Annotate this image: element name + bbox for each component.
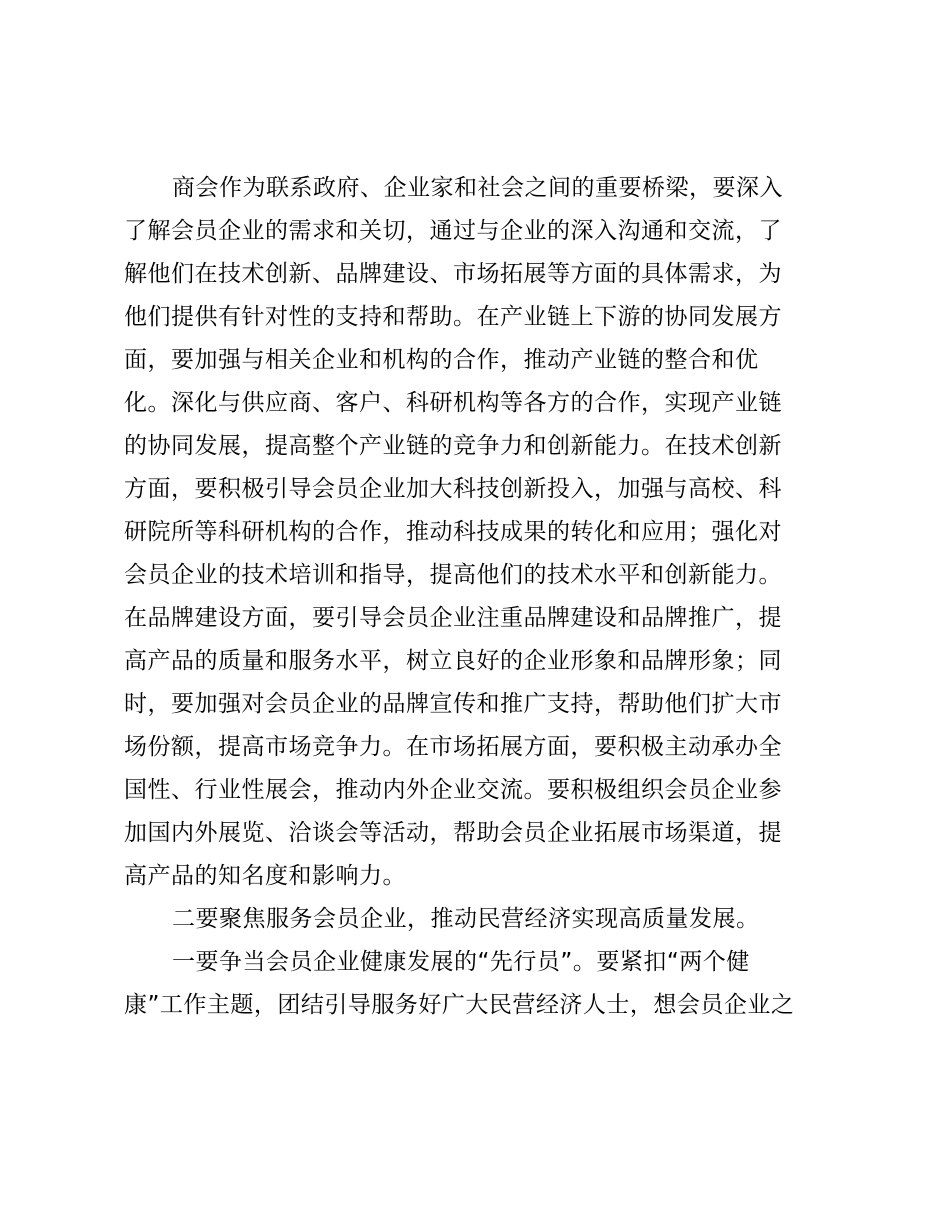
text-line: 方面，要积极引导会员企业加大科技创新投入，加强与高校、科 xyxy=(124,476,782,502)
text-line: 的协同发展，提高整个产业链的竞争力和创新能力。在技术创新 xyxy=(124,433,782,459)
text-line: 国性、行业性展会，推动内外企业交流。要积极组织会员企业参 xyxy=(124,777,782,803)
text-line: 会员企业的技术培训和指导，提高他们的技术水平和创新能力。 xyxy=(124,562,782,588)
text-line: 高产品的知名度和影响力。 xyxy=(124,863,406,889)
text-line: 时，要加强对会员企业的品牌宣传和推广支持，帮助他们扩大市 xyxy=(124,691,782,717)
text-line: 高产品的质量和服务水平，树立良好的企业形象和品牌形象；同 xyxy=(124,648,782,674)
text-line: 二要聚焦服务会员企业，推动民营经济实现高质量发展。 xyxy=(172,906,760,932)
text-line: 加国内外展览、洽谈会等活动，帮助会员企业拓展市场渠道，提 xyxy=(124,820,782,846)
text-line: 一要争当会员企业健康发展的“先行员”。要紧扣“两个健 xyxy=(172,949,750,975)
text-line: 解他们在技术创新、品牌建设、市场拓展等方面的具体需求，为 xyxy=(124,261,782,287)
text-line: 场份额，提高市场竞争力。在市场拓展方面，要积极主动承办全 xyxy=(124,734,782,760)
text-line: 在品牌建设方面，要引导会员企业注重品牌建设和品牌推广，提 xyxy=(124,605,782,631)
text-line: 康”工作主题，团结引导服务好广大民营经济人士，想会员企业之 xyxy=(124,992,795,1018)
text-line: 他们提供有针对性的支持和帮助。在产业链上下游的协同发展方 xyxy=(124,304,782,330)
text-line: 面，要加强与相关企业和机构的合作，推动产业链的整合和优 xyxy=(124,347,759,373)
text-line: 化。深化与供应商、客户、科研机构等各方的合作，实现产业链 xyxy=(124,390,782,416)
text-line: 研院所等科研机构的合作，推动科技成果的转化和应用；强化对 xyxy=(124,519,782,545)
text-line: 商会作为联系政府、企业家和社会之间的重要桥梁，要深入 xyxy=(172,175,783,201)
text-line: 了解会员企业的需求和关切，通过与企业的深入沟通和交流，了 xyxy=(124,218,782,244)
